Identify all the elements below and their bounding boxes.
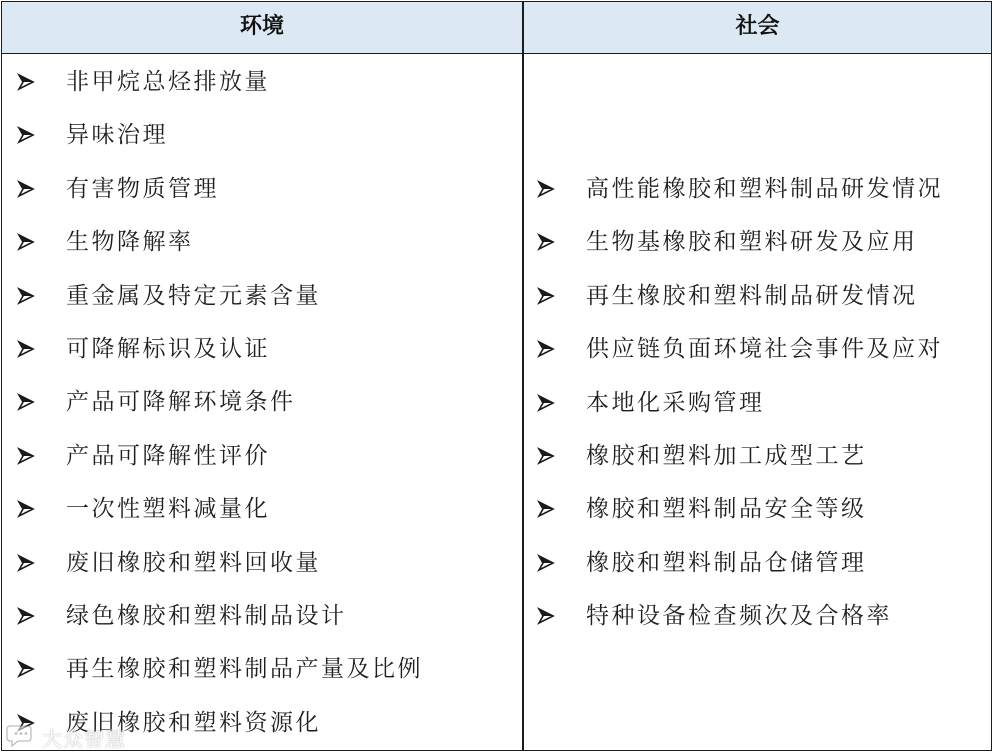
social-item-label: 特种设备检查频次及合格率 [586, 603, 892, 630]
social-item [2, 276, 991, 316]
arrow-bullet-icon [534, 596, 558, 636]
environment-item-label: 废旧橡胶和塑料资源化 [66, 709, 321, 736]
arrow-bullet-icon [14, 649, 38, 689]
watermark [6, 724, 126, 750]
social-item [2, 436, 991, 476]
social-item-label: 橡胶和塑料加工成型工艺 [586, 443, 867, 469]
environment-item-label: 重金属及特定元素含量 [66, 282, 321, 309]
social-item [2, 329, 991, 369]
environment-item-label: 产品可降解环境条件 [66, 389, 296, 416]
arrow-bullet-icon [534, 383, 558, 423]
environment-item-label: 可降解标识及认证 [66, 336, 270, 362]
indicator-table [1, 1, 992, 751]
social-item-label: 再生橡胶和塑料制品研发情况 [586, 282, 918, 309]
social-item-label: 高性能橡胶和塑料制品研发情况 [586, 176, 943, 202]
social-item [2, 222, 991, 262]
arrow-bullet-icon [534, 543, 558, 583]
table-header-row [2, 2, 991, 54]
environment-item [2, 62, 991, 102]
header-social: 社会 [735, 14, 780, 39]
environment-item-label: 生物降解率 [66, 229, 194, 256]
social-item-label: 生物基橡胶和塑料研发及应用 [586, 229, 918, 256]
social-item [2, 596, 991, 636]
environment-item-label: 产品可降解性评价 [66, 442, 270, 469]
environment-item [2, 649, 991, 689]
social-item [2, 489, 991, 529]
social-item-label: 橡胶和塑料制品安全等级 [586, 496, 867, 523]
arrow-bullet-icon [534, 169, 558, 209]
environment-item-label: 废旧橡胶和塑料回收量 [66, 549, 321, 576]
environment-item-label: 一次性塑料减量化 [66, 496, 270, 523]
arrow-bullet-icon [534, 436, 558, 476]
watermark-text: 大众智慧 [42, 726, 126, 751]
environment-item-label: 有害物质管理 [66, 175, 219, 202]
environment-item [2, 115, 991, 155]
chat-bubble-icon [6, 723, 36, 751]
column-divider [522, 2, 524, 750]
social-item-label: 本地化采购管理 [586, 389, 765, 416]
arrow-bullet-icon [14, 115, 38, 155]
header-environment: 环境 [239, 14, 284, 39]
environment-item [2, 703, 991, 743]
social-item-label: 橡胶和塑料制品仓储管理 [586, 549, 867, 576]
environment-item-label: 异味治理 [66, 122, 168, 149]
social-item [2, 169, 991, 209]
social-item [2, 383, 991, 423]
arrow-bullet-icon [14, 62, 38, 102]
environment-item-label: 非甲烷总烃排放量 [66, 69, 270, 95]
social-item-label: 供应链负面环境社会事件及应对 [586, 336, 943, 363]
arrow-bullet-icon [534, 276, 558, 316]
social-item [2, 543, 991, 583]
arrow-bullet-icon [534, 489, 558, 529]
environment-item-label: 再生橡胶和塑料制品产量及比例 [66, 656, 423, 683]
environment-item-label: 绿色橡胶和塑料制品设计 [66, 603, 347, 629]
arrow-bullet-icon [534, 329, 558, 369]
arrow-bullet-icon [534, 222, 558, 262]
